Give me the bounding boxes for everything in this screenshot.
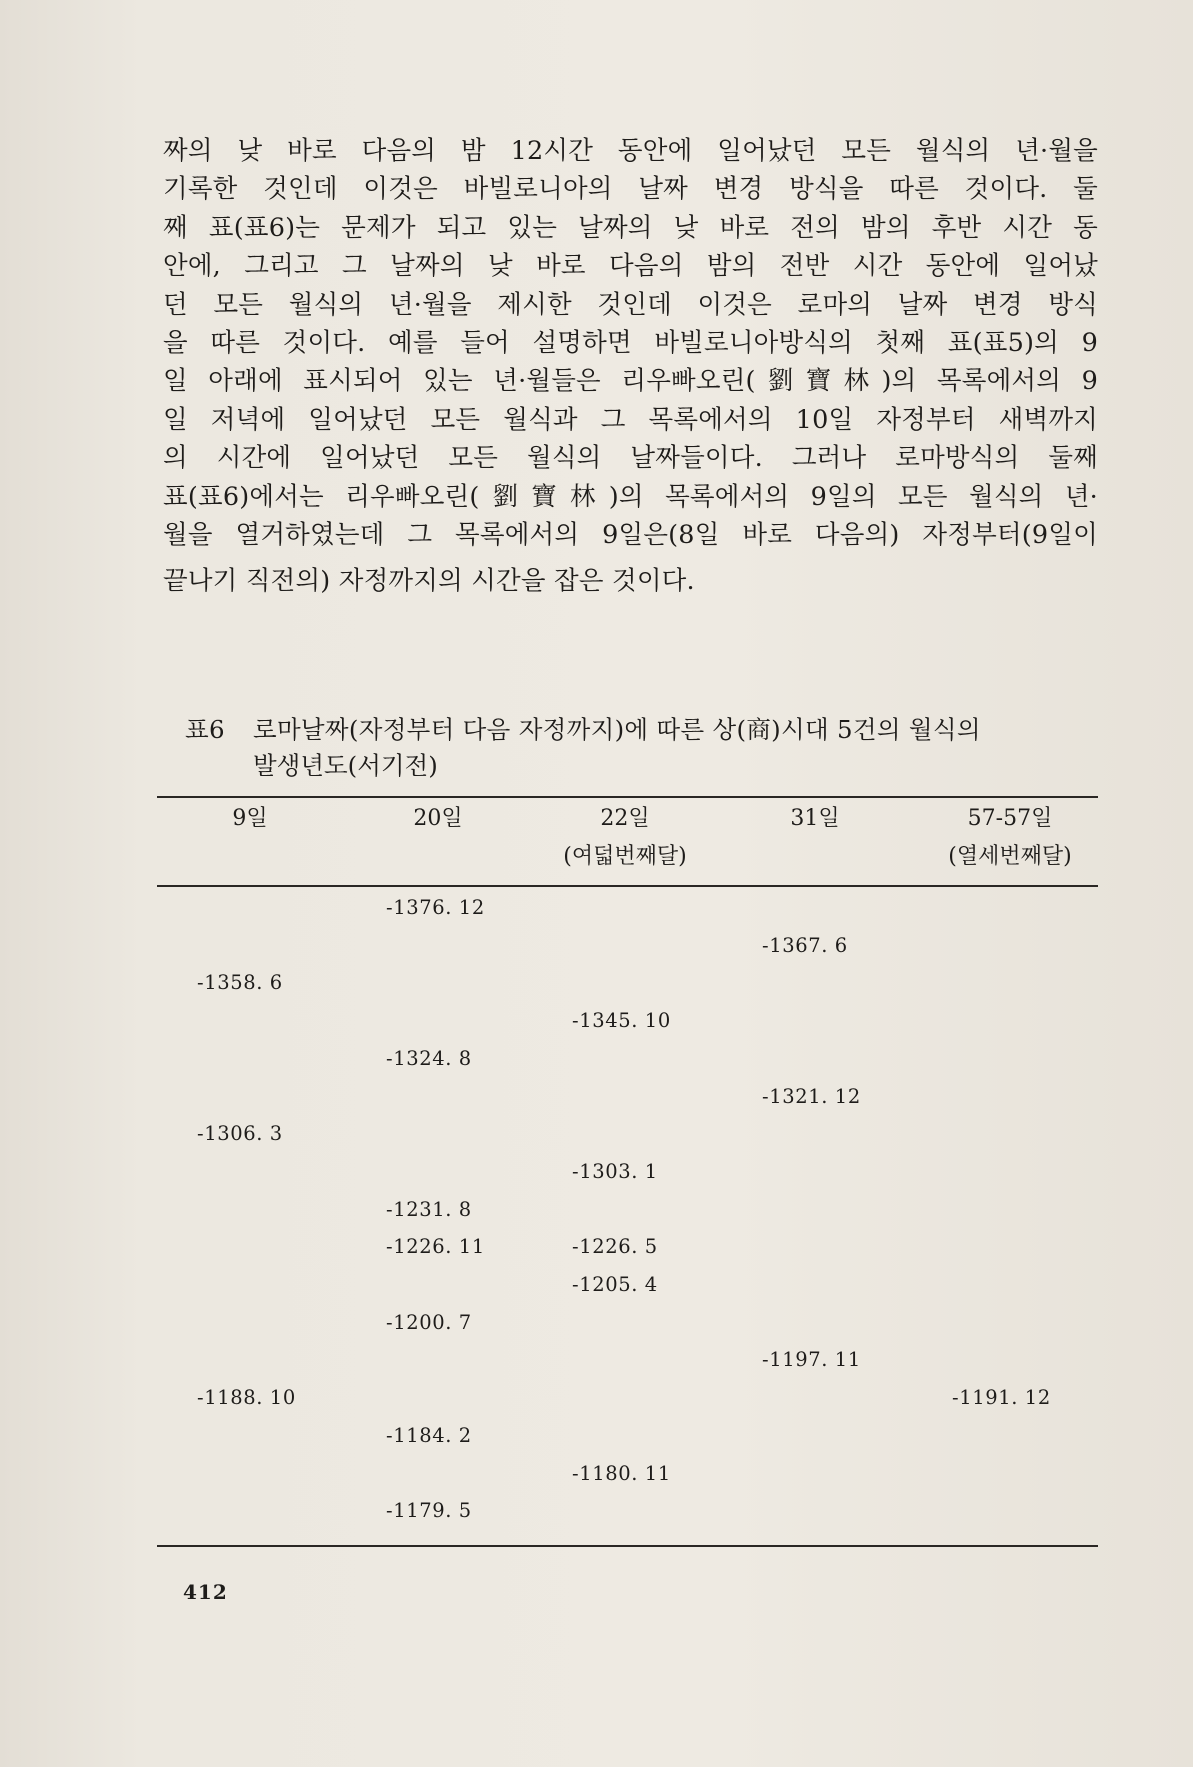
table-cell: -1303. 1 <box>572 1159 658 1183</box>
column-header-sub: (여덟번째달) <box>563 844 687 869</box>
caption-line <box>185 712 1097 748</box>
table-cell: -1226. 5 <box>572 1235 658 1259</box>
paragraph-line: 끝나기 직전의) 자정까지의 시간을 잡은 것이다. <box>163 566 695 597</box>
table-label: 표6 <box>185 715 225 744</box>
paragraph-line: 을 따른 것이다. 예를 들어 설명하면 바빌로니아방식의 첫째 표(표5)의 9 <box>163 327 1098 358</box>
caption-text: 로마날짜(자정부터 다음 자정까지)에 따른 상(商)시대 5건의 월식의 <box>253 715 981 744</box>
paragraph-line: 기록한 것인데 이것은 바빌로니아의 날짜 변경 방식을 따른 것이다. 둘 <box>163 174 1098 205</box>
table-cell: -1197. 11 <box>762 1348 861 1372</box>
table-cell: -1306. 3 <box>197 1122 283 1146</box>
table-cell: -1188. 10 <box>197 1386 296 1410</box>
column-header-main: 57-57일 <box>967 806 1053 831</box>
table-caption <box>185 712 1097 784</box>
column-header <box>765 800 865 838</box>
paragraph-line: 짜의 낮 바로 다음의 밤 12시간 동안에 일어났던 모든 월식의 년·월을 <box>163 136 1098 166</box>
table-cell: -1184. 2 <box>386 1423 472 1447</box>
column-header-main: 22일 <box>600 806 650 831</box>
table-cell: -1376. 12 <box>386 896 485 919</box>
table-cell: -1358. 6 <box>197 971 283 995</box>
caption-line-continued: 발생년도(서기전) <box>253 751 438 780</box>
column-header <box>540 800 710 876</box>
table-cell: -1179. 5 <box>386 1499 472 1523</box>
column-header-main: 31일 <box>790 806 840 831</box>
table-header-rule <box>157 885 1098 887</box>
table-top-rule <box>157 796 1098 798</box>
paragraph-line: 의 시간에 일어났던 모든 월식의 날짜들이다. 그러나 로마방식의 둘째 <box>163 443 1098 474</box>
column-header <box>925 800 1095 876</box>
table-cell: -1231. 8 <box>386 1197 472 1221</box>
table-cell: -1367. 6 <box>762 933 848 957</box>
paragraph-line: 던 모든 월식의 년·월을 제시한 것인데 이것은 로마의 날짜 변경 방식 <box>163 289 1098 320</box>
paragraph-line: 일 저녁에 일어났던 모든 월식과 그 목록에서의 10일 자정부터 새벽까지 <box>163 404 1098 435</box>
table-cell: -1205. 4 <box>572 1273 658 1296</box>
paragraph-line: 표(표6)에서는 리우빠오린(劉寶林)의 목록에서의 9일의 모든 월식의 년· <box>163 481 1098 512</box>
paragraph-line: 째 표(표6)는 문제가 되고 있는 날짜의 낮 바로 전의 밤의 후반 시간 동 <box>163 212 1098 243</box>
table-cell: -1191. 12 <box>952 1386 1051 1410</box>
table-cell: -1345. 10 <box>572 1009 671 1033</box>
table-cell: -1324. 8 <box>386 1046 472 1070</box>
paragraph-line: 안에, 그리고 그 날짜의 낮 바로 다음의 밤의 전반 시간 동안에 일어났 <box>163 251 1098 282</box>
table-bottom-rule <box>157 1545 1098 1547</box>
column-header-main: 20일 <box>413 806 463 831</box>
column-header <box>388 800 488 838</box>
table-cell: -1180. 11 <box>572 1461 671 1485</box>
column-header-main: 9일 <box>232 806 268 831</box>
column-header-sub: (열세번째달) <box>948 844 1072 869</box>
paragraph-line: 월을 열거하였는데 그 목록에서의 9일은(8일 바로 다음의) 자정부터(9일이 <box>163 519 1098 550</box>
body-paragraph <box>163 132 1098 601</box>
table-cell: -1226. 11 <box>386 1235 485 1259</box>
table-cell: -1200. 7 <box>386 1310 472 1334</box>
page-number: 412 <box>183 1580 228 1604</box>
table-cell: -1321. 12 <box>762 1084 861 1108</box>
paragraph-line: 일 아래에 표시되어 있는 년·월들은 리우빠오린(劉寶林)의 목록에서의 9 <box>163 366 1098 397</box>
column-header <box>200 800 300 838</box>
